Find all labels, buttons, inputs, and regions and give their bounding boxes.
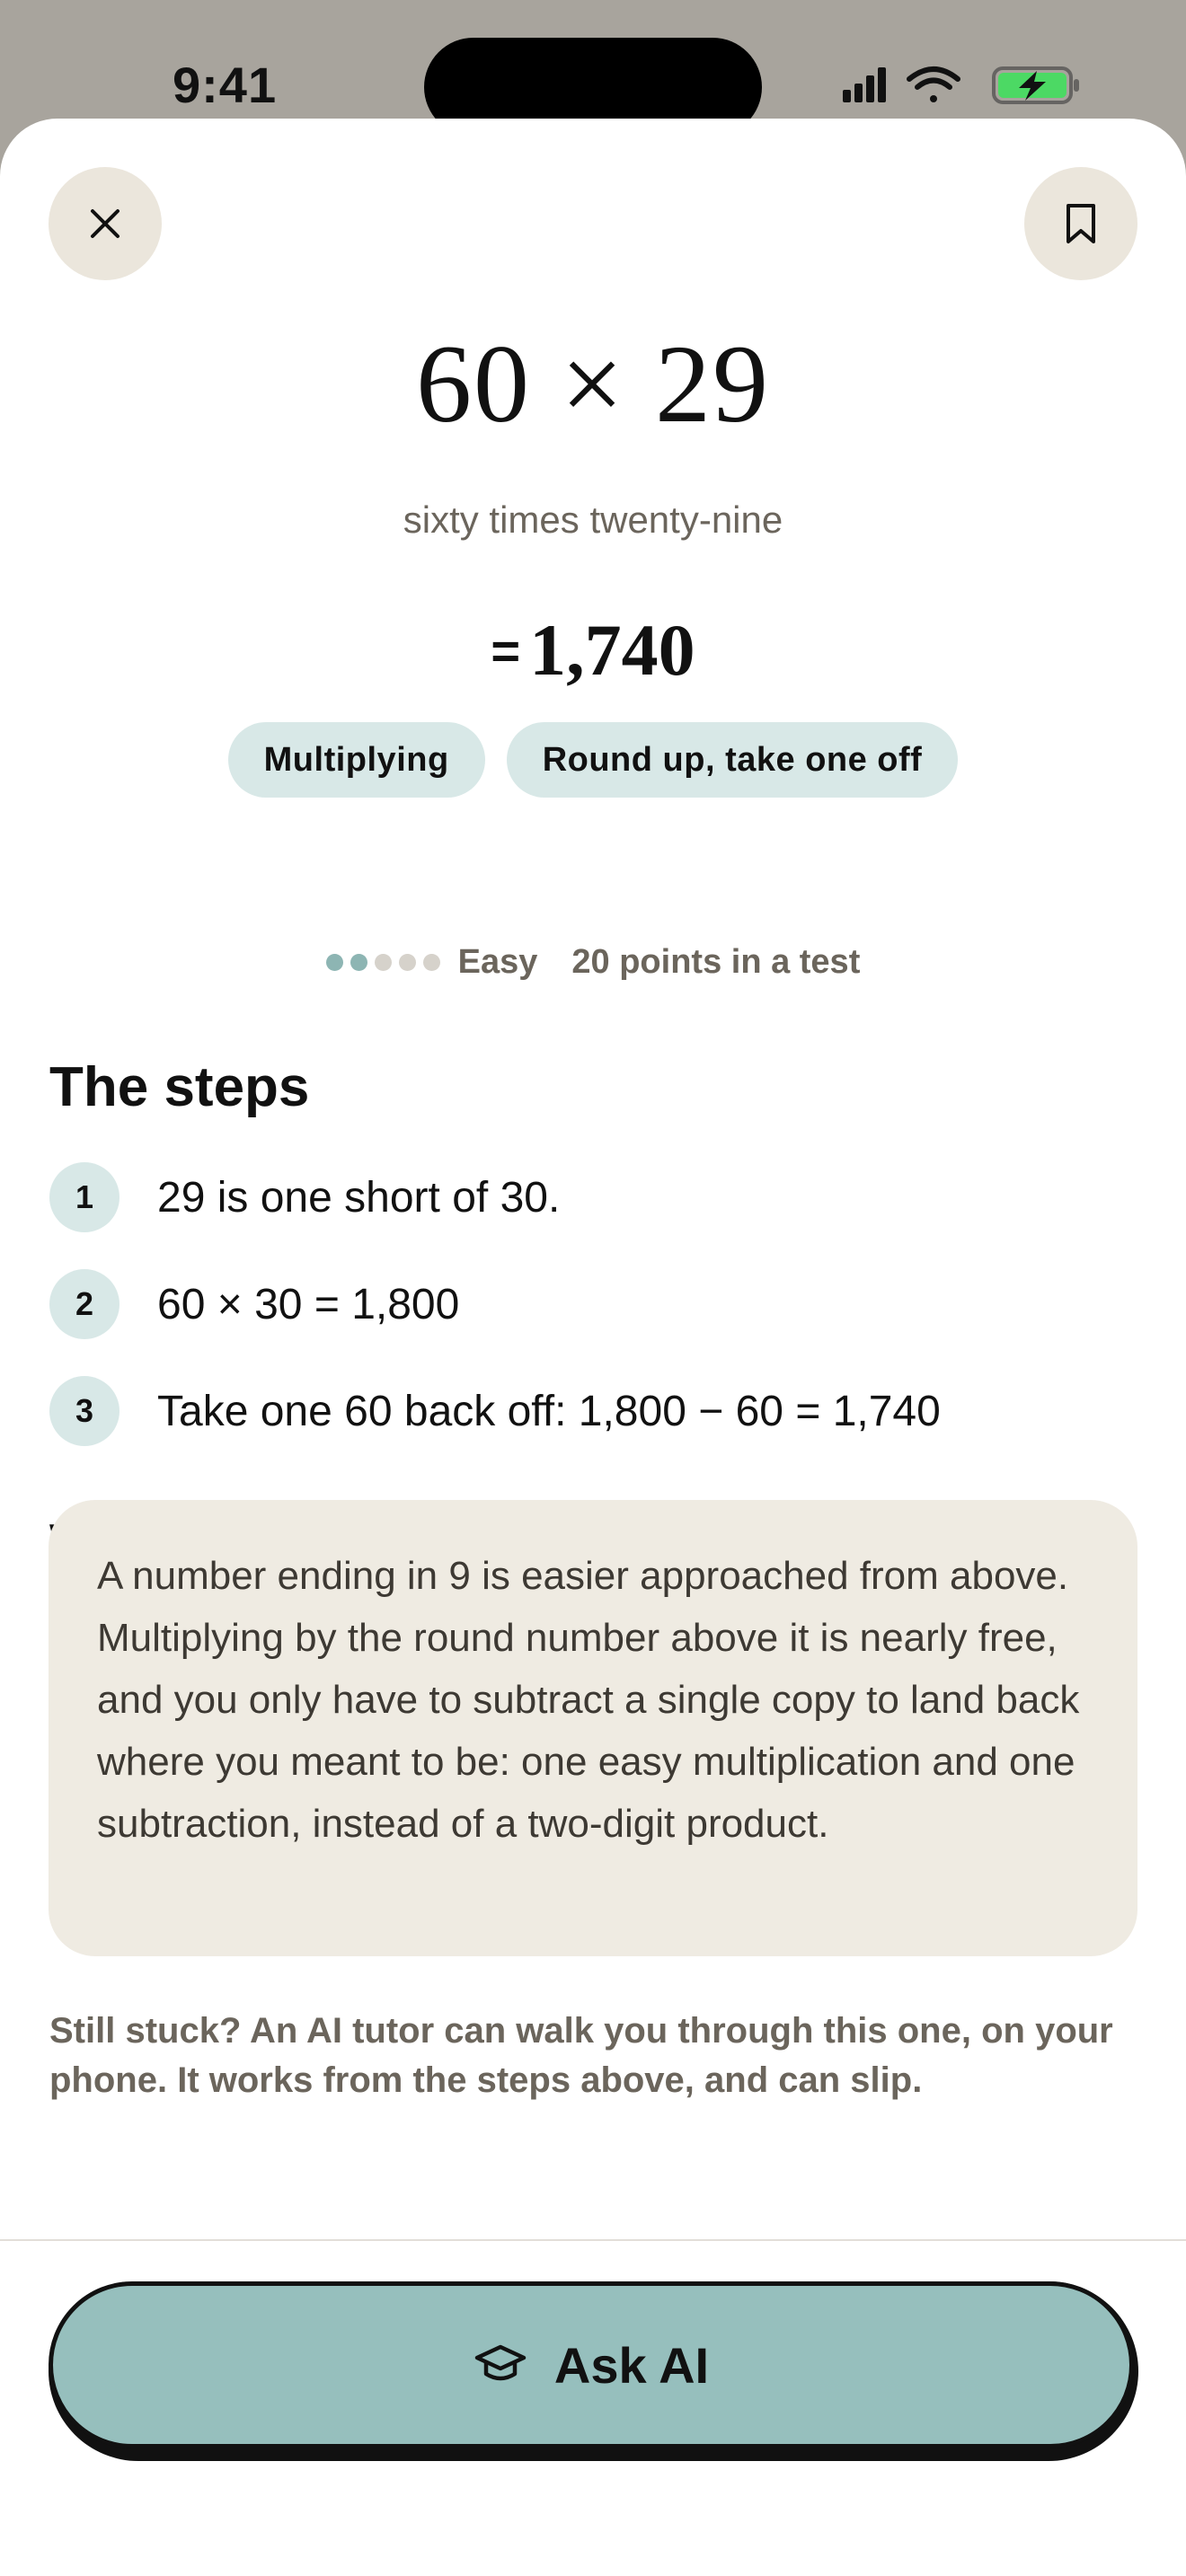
tag-topic: Multiplying xyxy=(228,722,485,798)
bookmark-button[interactable] xyxy=(1024,167,1137,280)
bookmark-icon xyxy=(1063,202,1099,245)
difficulty-dot xyxy=(423,954,440,971)
step-number: 3 xyxy=(49,1376,119,1446)
close-icon xyxy=(87,206,123,242)
step-number: 2 xyxy=(49,1269,119,1339)
difficulty-dot xyxy=(399,954,416,971)
difficulty-dot xyxy=(350,954,367,971)
step-text: Take one 60 back off: 1,800 − 60 = 1,740 xyxy=(157,1387,941,1435)
step-number: 1 xyxy=(49,1162,119,1232)
ask-ai-button[interactable] xyxy=(49,2281,1134,2448)
why-explanation-card: A number ending in 9 is easier approached from above. Multiplying by the round number above it is nearly free, and you only have to subtract a single copy to land back where you meant to be: one easy multiplication and one subtraction, instead of a two-digit product. xyxy=(49,1500,1137,1956)
step-text: 29 is one short of 30. xyxy=(157,1173,561,1222)
step-item xyxy=(49,1375,941,1447)
ask-ai-label: Ask AI xyxy=(553,2336,710,2394)
steps-heading: The steps xyxy=(49,1056,310,1118)
step-item xyxy=(49,1161,560,1233)
topic-tags xyxy=(0,722,1186,798)
points-label: 20 points in a test xyxy=(571,943,861,981)
stuck-note: Still stuck? An AI tutor can walk you through this one, on your phone. It works from the steps above, and can slip. xyxy=(49,2011,1113,2100)
answer-value: 1,740 xyxy=(529,609,695,691)
status-time: 9:41 xyxy=(173,57,278,113)
battery-charging-icon xyxy=(994,68,1079,102)
close-button[interactable] xyxy=(49,167,162,280)
difficulty-dot xyxy=(326,954,343,971)
difficulty-row xyxy=(0,943,1186,982)
cellular-signal-icon xyxy=(843,67,886,102)
wifi-icon xyxy=(909,69,958,102)
graduation-cap-icon xyxy=(474,2342,527,2388)
problem-expression: 60 × 29 xyxy=(416,322,770,446)
problem-sheet xyxy=(0,119,1186,2576)
tag-strategy: Round up, take one off xyxy=(507,722,959,798)
answer xyxy=(0,608,1186,693)
status-icons xyxy=(839,63,1082,108)
status-bar xyxy=(0,0,1186,121)
equals-sign: = xyxy=(491,622,521,679)
difficulty-label: Easy xyxy=(457,943,538,981)
difficulty-dot xyxy=(375,954,392,971)
step-text: 60 × 30 = 1,800 xyxy=(157,1280,460,1328)
step-item xyxy=(49,1268,459,1340)
problem-spoken: sixty times twenty-nine xyxy=(403,498,783,541)
difficulty-dots xyxy=(326,954,440,971)
divider xyxy=(0,2239,1186,2241)
